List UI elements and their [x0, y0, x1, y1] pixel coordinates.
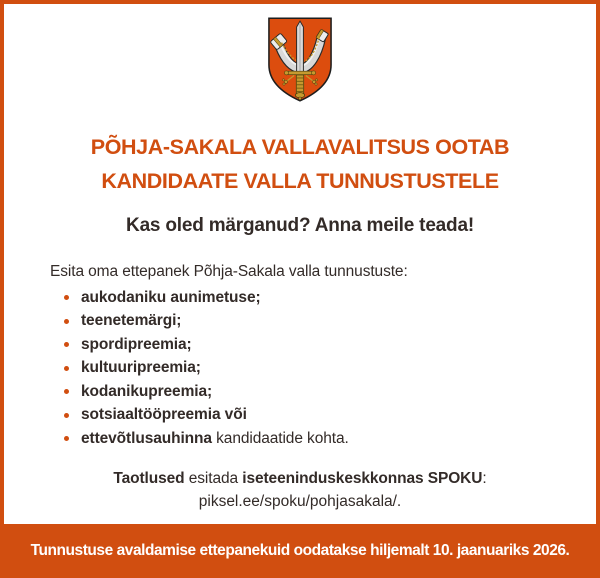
coat-of-arms: [267, 16, 333, 104]
deadline-text: Tunnustuse avaldamise ettepanekuid oodatakse hiljemalt 10. jaanuariks 2026.: [30, 542, 570, 559]
list-item: [64, 310, 596, 334]
page-title: [14, 130, 586, 198]
title-line-1: PÕHJA-SAKALA VALLAVALITSUS OOTAB: [90, 135, 510, 159]
list-item: [64, 427, 596, 451]
list-item-text: aukodaniku aunimetuse;: [81, 288, 261, 306]
list-item-text: sotsiaaltööpreemia või: [81, 406, 247, 424]
bullet-icon: [64, 413, 69, 418]
list-item-text: kultuuripreemia;: [81, 359, 201, 377]
apply-normal-1: esitada: [184, 469, 243, 487]
bullet-icon: [64, 295, 69, 300]
list-item: [64, 404, 596, 428]
bullet-icon: [64, 389, 69, 394]
apply-bold-1: Taotlused: [113, 469, 185, 487]
award-list: [64, 286, 596, 451]
list-item-text: ettevõtlusauhinna kandidaatide kohta.: [81, 429, 349, 447]
list-item-text: kodanikupreemia;: [81, 382, 213, 400]
intro-text: Esita oma ettepanek Põhja-Sakala valla tunnustuste:: [50, 263, 408, 280]
spoku-url: piksel.ee/spoku/pohjasakala/.: [198, 492, 402, 510]
subtitle: Kas oled märganud? Anna meile teada!: [126, 215, 474, 236]
list-item: [64, 380, 596, 404]
list-item-text: spordipreemia;: [81, 335, 192, 353]
apply-colon: :: [482, 469, 487, 487]
apply-instruction: [14, 468, 586, 489]
coat-of-arms-icon: [267, 16, 333, 104]
bullet-icon: [64, 366, 69, 371]
list-item: [64, 286, 596, 310]
list-item-text: teenetemärgi;: [81, 312, 182, 330]
title-line-2: KANDIDAATE VALLA TUNNUSTUSTELE: [101, 169, 499, 193]
bullet-icon: [64, 319, 69, 324]
deadline-banner: [0, 524, 600, 578]
bullet-icon: [64, 342, 69, 347]
list-item: [64, 357, 596, 381]
apply-bold-2: iseteeninduskeskkonnas SPOKU: [242, 469, 483, 487]
bullet-icon: [64, 436, 69, 441]
list-item: [64, 333, 596, 357]
